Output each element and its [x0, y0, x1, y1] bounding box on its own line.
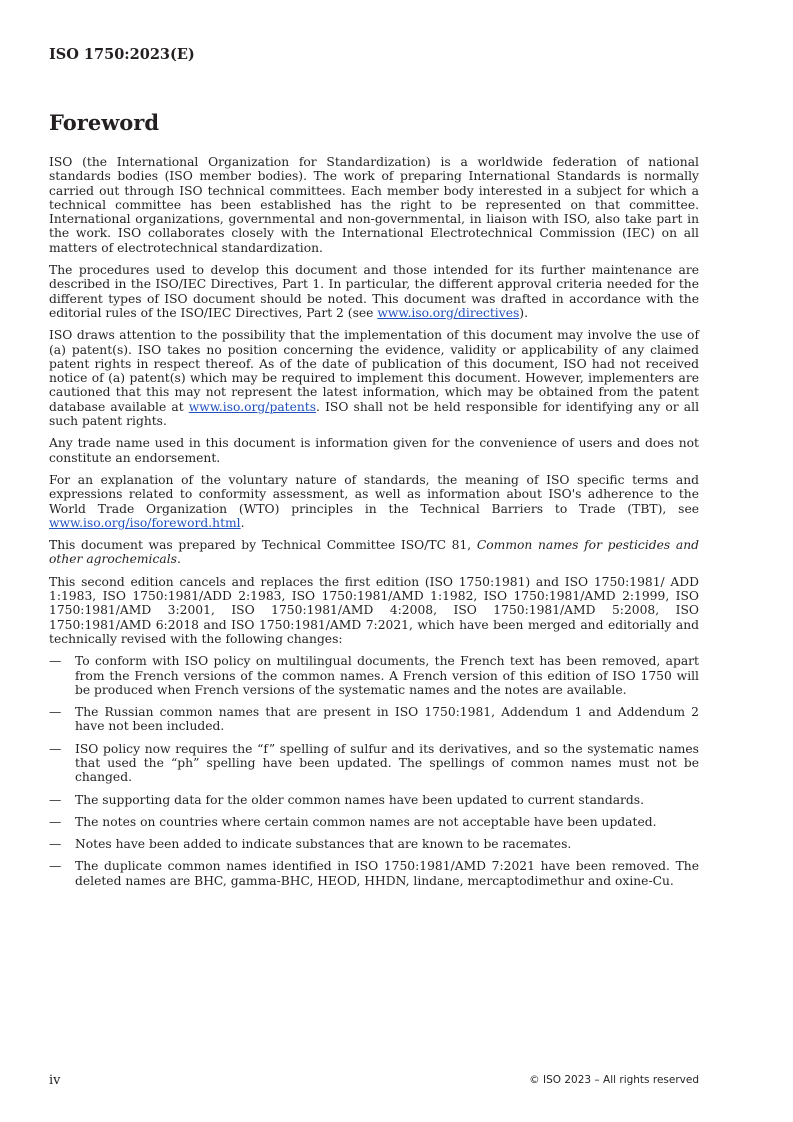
list-dash: —: [49, 837, 62, 852]
copyright-notice: © ISO 2023 – All rights reserved: [529, 1074, 699, 1086]
page-title: Foreword: [49, 110, 160, 135]
list-item-text: The duplicate common names identified in ISO 1750:1981/AMD 7:2021 have been removed. The deleted names are BHC, gamma-BHC, HEOD, HHDN, lindane, mercaptodimethur and oxine-Cu.: [75, 859, 699, 888]
changes-list: [49, 654, 699, 888]
list-item: [49, 705, 699, 734]
directives-link[interactable]: www.iso.org/directives: [377, 305, 520, 320]
paragraph-procedures-text: The procedures used to develop this document and those intended for its further maintenance are described in the ISO/IEC Directives, Part 1. In particular, the different approval criteria needed for the different types of ISO document should be noted. This document was drafted in accordance with the editorial rules of the ISO/IEC Directives, Part 2 (see: [49, 263, 699, 320]
list-dash: —: [49, 654, 62, 669]
foreword-body: [49, 155, 699, 896]
patents-link[interactable]: www.iso.org/patents: [188, 399, 317, 414]
paragraph-patents-end: . ISO shall not be held responsible for identifying any or all such patent rights.: [49, 399, 699, 429]
list-item-text: Notes have been added to indicate substances that are known to be racemates.: [75, 837, 572, 852]
paragraph-edition: This second edition cancels and replaces the first edition (ISO 1750:1981) and ISO 1750:1981/ ADD 1:1983, ISO 1750:1981/ADD 2:1983, ISO 1750:1981/AMD 1:1982, ISO 1750:1981/AMD 2:1999, ISO 1750:1981/AMD 3:2001, ISO 1750:1981/AMD 4:2008, ISO 1750:1981/AMD 5:2008, ISO 1750:1981/AMD 6:2018 and ISO 1750:1981/AMD 7:2021, which have been merged and editorially and technically revised with the following changes:: [49, 574, 699, 646]
paragraph-patents: [49, 328, 699, 428]
list-dash: —: [49, 792, 62, 807]
list-item-text: The supporting data for the older common names have been updated to current standards.: [75, 792, 645, 807]
paragraph-committee: [49, 538, 699, 567]
list-dash: —: [49, 705, 62, 720]
list-item: [49, 654, 699, 697]
list-dash: —: [49, 814, 62, 829]
list-item: [49, 837, 699, 851]
paragraph-iso-intro: ISO (the International Organization for Standardization) is a worldwide federation of national standards bodies (ISO member bodies). The work of preparing International Standards is normally carried out through ISO technical committees. Each member body interested in a subject for which a technical committee has been established has the right to be represented on that committee. International organizations, governmental and non-governmental, in liaison with ISO, also take part in the work. ISO collaborates closely with the International Electrotechnical Commission (IEC) on all matters of electrotechnical standardization.: [49, 155, 699, 255]
list-item: [49, 793, 699, 807]
paragraph-committee-end: .: [176, 552, 181, 567]
paragraph-trade-name: Any trade name used in this document is information given for the convenience of users and does not constitute an endorsement.: [49, 436, 699, 465]
paragraph-voluntary-text: For an explanation of the voluntary nature of standards, the meaning of ISO specific terms and expressions related to conformity assessment, as well as information about ISO's adherence to the World Trade Organization (WTO) principles in the Technical Barriers to Trade (TBT), see: [49, 472, 699, 516]
paragraph-voluntary-nature: [49, 473, 699, 530]
document-id: ISO 1750:2023(E): [49, 46, 195, 63]
paragraph-procedures-end: ).: [519, 305, 528, 320]
paragraph-voluntary-end: .: [240, 515, 245, 530]
list-item: [49, 859, 699, 888]
paragraph-procedures: [49, 263, 699, 320]
list-item-text: The notes on countries where certain common names are not acceptable have been updated.: [75, 814, 657, 829]
list-dash: —: [49, 741, 62, 756]
list-item-text: The Russian common names that are present in ISO 1750:1981, Addendum 1 and Addendum 2 have not been included.: [75, 705, 699, 734]
paragraph-patents-text: ISO draws attention to the possibility that the implementation of this document may involve the use of (a) patent(s). ISO takes no position concerning the evidence, validity or applicability of any claimed patent rights in respect thereof. As of the date of publication of this document, ISO had not received notice of (a) patent(s) which may be required to implement this document. However, implementers are cautioned that this may not represent the latest information, which may be obtained from the patent database available at: [49, 328, 699, 414]
foreword-link[interactable]: www.iso.org/iso/foreword.html: [49, 515, 241, 530]
list-item-text: ISO policy now requires the “f” spelling of sulfur and its derivatives, and so the systematic names that used the “ph” spelling have been updated. The spellings of common names must not be changed.: [75, 741, 699, 785]
list-item: [49, 742, 699, 785]
page-number: iv: [49, 1073, 61, 1088]
list-item-text: To conform with ISO policy on multilingual documents, the French text has been removed, apart from the French versions of the common names. A French version of this edition of ISO 1750 will be produced when French versions of the systematic names and the notes are available.: [75, 654, 699, 697]
list-item: [49, 815, 699, 829]
committee-title: Common names for pesticides and other agrochemicals: [49, 538, 699, 567]
list-dash: —: [49, 859, 62, 874]
paragraph-committee-text: This document was prepared by Technical Committee ISO/TC 81,: [49, 538, 477, 553]
